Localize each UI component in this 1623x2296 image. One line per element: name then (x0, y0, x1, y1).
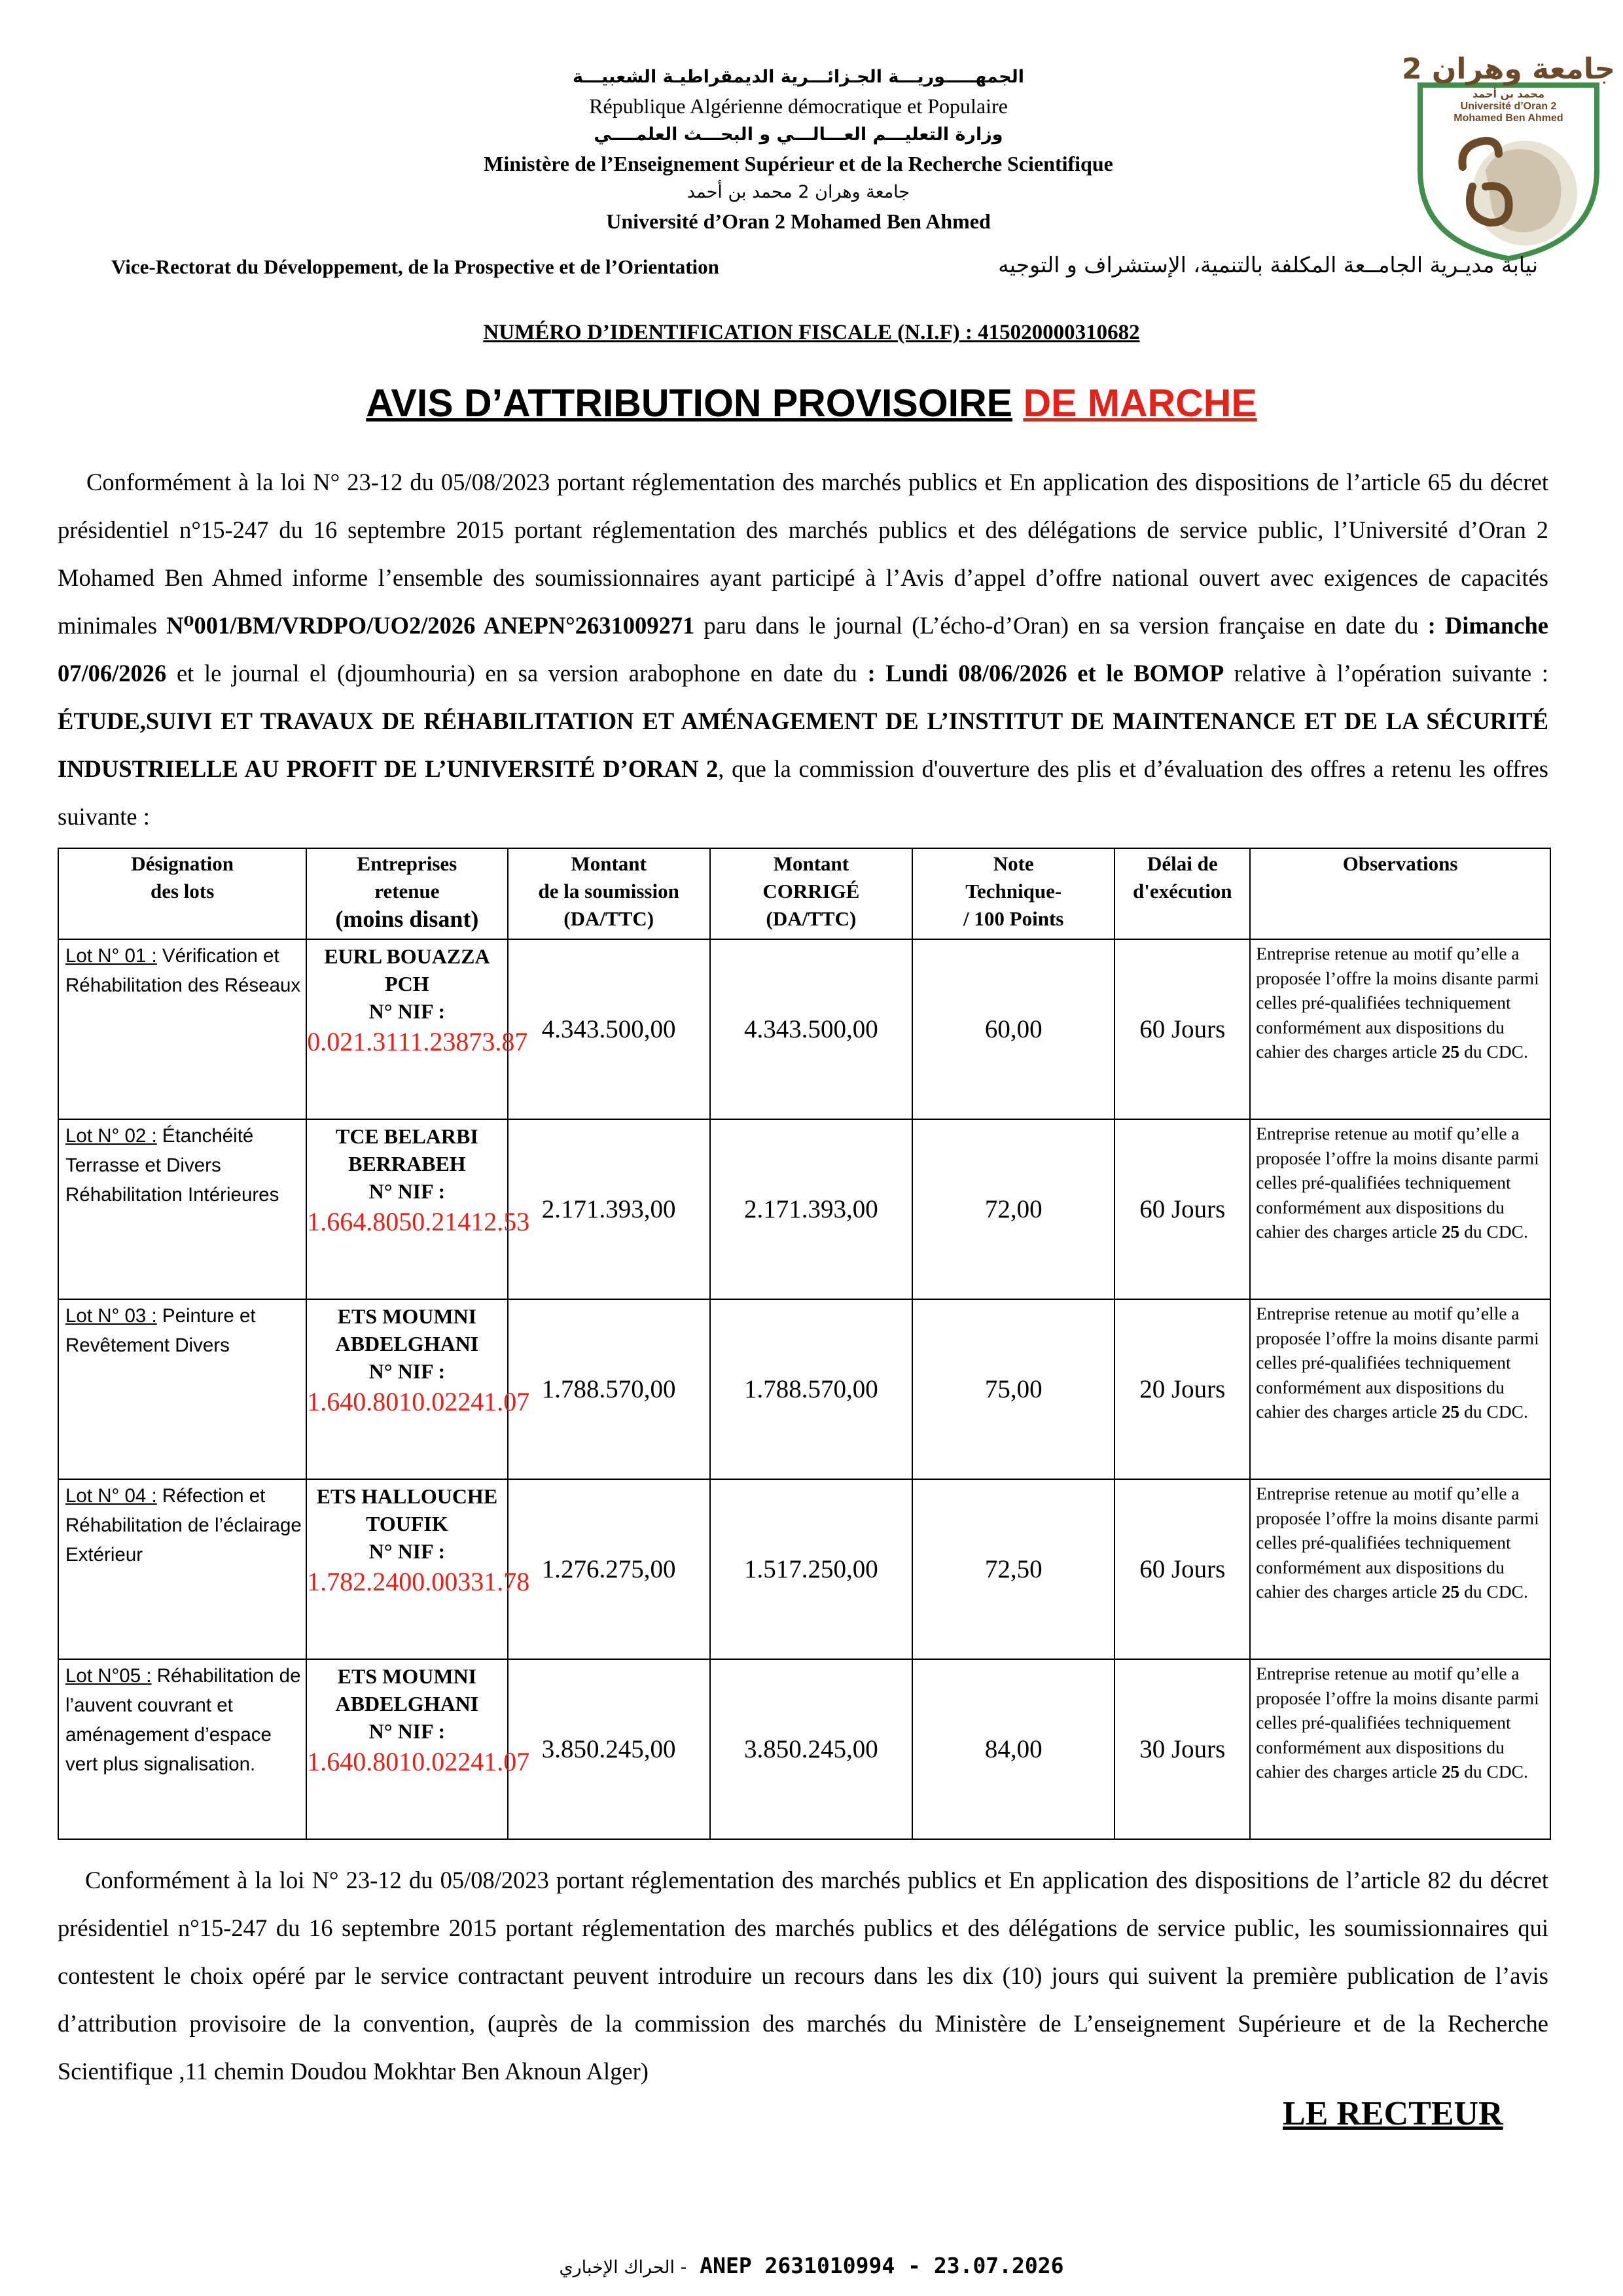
table-header-row (58, 848, 1550, 939)
cell-entreprise: EURL BOUAZZA PCH N° NIF : 0.021.3111.23873.87 (306, 939, 507, 1119)
title-part2: DE MARCHE (1023, 382, 1257, 425)
p1-text5: , que la commission d'ouverture des plis et d’évaluation des offres a retenu les offres suivante : (58, 755, 1548, 830)
header-block (327, 63, 1270, 236)
recours-paragraph (58, 1856, 1548, 2095)
th-corrige: Montant CORRIGÉ (DA/TTC) (710, 848, 912, 939)
cell-delai: 20 Jours (1115, 1299, 1250, 1479)
table-row (58, 1479, 1550, 1659)
header-ar-ministry: وزارة التعليـــم العـــالـــي و البحـــث العلمــــي (594, 124, 1003, 145)
nif-value: 1.664.8050.21412.53 (307, 1207, 530, 1236)
nif-line: NUMÉRO D’IDENTIFICATION FISCALE (N.I.F) : 415020000310682 (483, 321, 1140, 344)
p1-bold1: N⁰001/BM/VRDPO/UO2/2026 ANEPN°2631009271 (166, 612, 695, 639)
lots-table (58, 848, 1551, 1840)
cell-corrige: 1.517.250,00 (710, 1479, 912, 1659)
p1-bold4: ÉTUDE,SUIVI ET TRAVAUX DE RÉHABILITATION ET AMÉNAGEMENT DE L’INSTITUT DE MAINTENANCE ET DE LA SÉCURITÉ INDUSTRIELLE AU PROFIT DE L’UNIVERSITÉ D’ORAN 2 (58, 708, 1548, 782)
logo-fr-line1: Université d’Oran 2 (1460, 101, 1557, 112)
cell-montant: 2.171.393,00 (508, 1119, 710, 1299)
university-logo (1400, 46, 1616, 262)
page-title (0, 381, 1623, 425)
th-lot: Désignation des lots (58, 848, 306, 939)
vice-rectorat-fr: Vice-Rectorat du Développement, de la Prospective et de l’Orientation (111, 255, 719, 278)
logo-fr-line2: Mohamed Ben Ahmed (1454, 113, 1563, 124)
cell-corrige: 1.788.570,00 (710, 1299, 912, 1479)
nif-value: 1.782.2400.00331.78 (307, 1567, 530, 1596)
header-ar-university: جامعة وهران 2 محمد بن أحمد (687, 182, 910, 202)
cell-delai: 60 Jours (1115, 1119, 1250, 1299)
th-note: Note Technique- / 100 Points (912, 848, 1115, 939)
cell-observations: Entreprise retenue au motif qu’elle a proposée l’offre la moins disante parmi celles pré-qualifiées techniquement conformément aux dispositions du cahier des charges article 25 du CDC. (1250, 1479, 1550, 1659)
cell-montant: 3.850.245,00 (508, 1659, 710, 1839)
cell-montant: 4.343.500,00 (508, 939, 710, 1119)
cell-observations: Entreprise retenue au motif qu’elle a proposée l’offre la moins disante parmi celles pré-qualifiées techniquement conformément aux dispositions du cahier des charges article 25 du CDC. (1250, 1659, 1550, 1839)
th-montant: Montant de la soumission (DA/TTC) (508, 848, 710, 939)
header-fr-ministry: Ministère de l’Enseignement Supérieur et de la Recherche Scientifique (484, 152, 1113, 175)
p1-bold3: : Lundi 08/06/2026 et le BOMOP (867, 660, 1224, 687)
cell-observations: Entreprise retenue au motif qu’elle a proposée l’offre la moins disante parmi celles pré-qualifiées techniquement conformément aux dispositions du cahier des charges article 25 du CDC. (1250, 1119, 1550, 1299)
signature-title: LE RECTEUR (1283, 2095, 1503, 2132)
table-row (58, 1659, 1550, 1839)
th-entreprise: Entreprises retenue (moins disant) (306, 848, 507, 939)
cell-entreprise: ETS MOUMNI ABDELGHANI N° NIF : 1.640.8010.02241.07 (306, 1299, 507, 1479)
cell-delai: 60 Jours (1115, 1479, 1250, 1659)
cell-note: 72,50 (912, 1479, 1115, 1659)
cell-lot: Lot N° 01 : Vérification et Réhabilitation des Réseaux (58, 939, 306, 1119)
cell-corrige: 3.850.245,00 (710, 1659, 912, 1839)
cell-entreprise: ETS HALLOUCHE TOUFIK N° NIF : 1.782.2400.00331.78 (306, 1479, 507, 1659)
cell-lot: Lot N° 02 : Étanchéité Terrasse et Divers Réhabilitation Intérieures (58, 1119, 306, 1299)
cell-lot: Lot N° 03 : Peinture et Revêtement Divers (58, 1299, 306, 1479)
cell-observations: Entreprise retenue au motif qu’elle a proposée l’offre la moins disante parmi celles pré-qualifiées techniquement conformément aux dispositions du cahier des charges article 25 du CDC. (1250, 1299, 1550, 1479)
cell-montant: 1.788.570,00 (508, 1299, 710, 1479)
cell-lot: Lot N° 04 : Réfection et Réhabilitation de l’éclairage Extérieur (58, 1479, 306, 1659)
cell-delai: 30 Jours (1115, 1659, 1250, 1839)
intro-paragraph (58, 458, 1548, 840)
cell-entreprise: ETS MOUMNI ABDELGHANI N° NIF : 1.640.8010.02241.07 (306, 1659, 507, 1839)
cell-lot: Lot N°05 : Réhabilitation de l’auvent couvrant et aménagement d’espace vert plus signalisation. (58, 1659, 306, 1839)
cell-note: 60,00 (912, 939, 1115, 1119)
cell-montant: 1.276.275,00 (508, 1479, 710, 1659)
cell-note: 72,00 (912, 1119, 1115, 1299)
cell-note: 84,00 (912, 1659, 1115, 1839)
th-observations: Observations (1250, 848, 1550, 939)
p1-bold2: : Dimanche 07/06/2026 (58, 612, 1548, 687)
vice-rectorat-ar: نيابة مديـرية الجامــعة المكلفة بالتنمية، الإستشراف و التوجيه (998, 252, 1538, 278)
anep-ref: ANEP 2631010994 - 23.07.2026 (700, 2253, 1064, 2278)
th-delai: Délai de d'exécution (1115, 848, 1250, 939)
cell-corrige: 2.171.393,00 (710, 1119, 912, 1299)
p1-text2: paru dans le journal (L’écho-d’Oran) en sa version française en date du (694, 612, 1428, 639)
cell-corrige: 4.343.500,00 (710, 939, 912, 1119)
p1-text4: relative à l’opération suivante : (1224, 660, 1548, 687)
title-part1: AVIS D’ATTRIBUTION PROVISOIRE (366, 382, 1013, 425)
cell-entreprise: TCE BELARBI BERRABEH N° NIF : 1.664.8050.21412.53 (306, 1119, 507, 1299)
anep-footer (0, 2253, 1623, 2278)
cell-delai: 60 Jours (1115, 939, 1250, 1119)
header-ar-republic: الجمهـــــوريـــة الجـزائـــرية الديمقراطيـة الشعبيـــة (572, 67, 1025, 87)
logo-ar-sub: محمد بن أحمد (1472, 88, 1544, 100)
p2-text: Conformément à la loi N° 23-12 du 05/08/2023 portant réglementation des marchés publics et En application des dispositions de l’article 82 du décret présidentiel n°15-247 du 16 septembre 2015 portant réglementation des marchés publics et des délégations de service public, les soumissionnaires qui contestent le choix opéré par le service contractant peuvent introduire un recours dans les dix (10) jours qui suivent la première publication de l’avis d’attribution provisoire de la convention, (auprès de la commission des marchés du Ministère de L’enseignement Supérieure et de la Recherche Scientifique ,11 chemin Doudou Mokhtar Ben Aknoun Alger) (58, 1867, 1548, 2085)
nif-value: 1.640.8010.02241.07 (307, 1747, 530, 1776)
header-fr-republic: République Algérienne démocratique et Populaire (589, 94, 1008, 118)
logo-ar-name: جامعة وهران 2 (1401, 52, 1616, 86)
header-fr-university: Université d’Oran 2 Mohamed Ben Ahmed (606, 209, 991, 233)
table-row (58, 1119, 1550, 1299)
p1-text1: Conformément à la loi N° 23-12 du 05/08/2023 portant réglementation des marchés publics et En application des dispositions de l’article 65 du décret présidentiel n°15-247 du 16 septembre 2015 portant réglementation des marchés publics et des délégations de service public, l’Université d’Oran 2 Mohamed Ben Ahmed informe l’ensemble des soumissionnaires ayant participé à l’Avis d’appel d’offre national ouvert avec exigences de capacités minimales (58, 469, 1548, 639)
nif-value: 1.640.8010.02241.07 (307, 1387, 530, 1416)
cell-note: 75,00 (912, 1299, 1115, 1479)
anep-ar: الحراك الإخباري - (559, 2257, 687, 2278)
cell-observations: Entreprise retenue au motif qu’elle a proposée l’offre la moins disante parmi celles pré-qualifiées techniquement conformément aux dispositions du cahier des charges article 25 du CDC. (1250, 939, 1550, 1119)
table-row (58, 1299, 1550, 1479)
p1-text3: et le journal el (djoumhouria) en sa version arabophone en date du (166, 660, 868, 687)
nif-value: 0.021.3111.23873.87 (307, 1027, 528, 1056)
table-row (58, 939, 1550, 1119)
